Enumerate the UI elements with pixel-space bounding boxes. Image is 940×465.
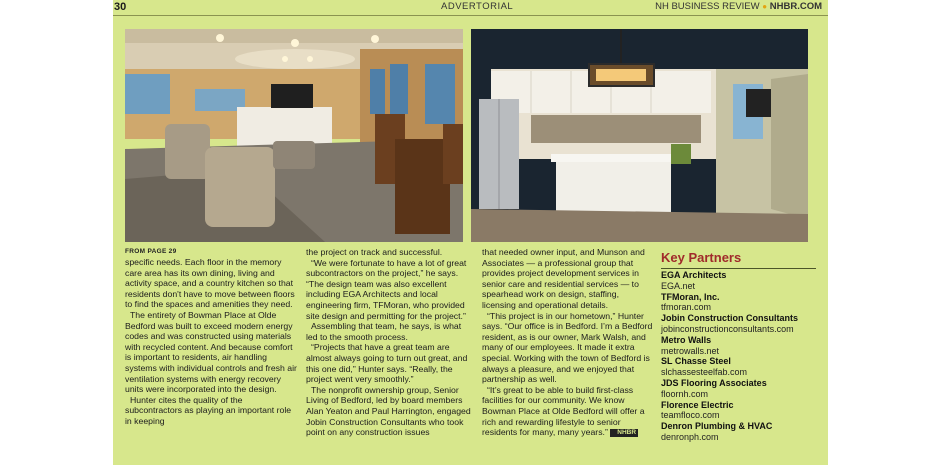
article-column-3 — [482, 247, 654, 438]
section-label: ADVERTORIAL — [441, 1, 514, 12]
page-number: 30 — [114, 1, 127, 13]
lounge-photo-illustration — [125, 29, 463, 242]
article-column-2 — [306, 247, 475, 438]
paragraph: The entirety of Bowman Place at Olde Bedford was built to exceed modern energy codes and was constructed using materials with recycled content. And because comfort is important to residents, air handling systems with individual controls and fresh air ventilation systems with energy recovery units were incorporated into the design. — [125, 309, 297, 395]
partner-name: TFMoran, Inc. — [661, 291, 720, 302]
partner-url[interactable]: jobinconstructionconsultants.com — [661, 323, 794, 334]
partner-url[interactable]: metrowalls.net — [661, 345, 720, 356]
key-partners-rule — [661, 268, 816, 269]
key-partners-title: Key Partners — [661, 250, 742, 265]
paragraph-text: “It’s great to be able to build first-class facilities for our community. We know Bowman Place at Olde Bedford will offer a rich and rewarding lifestyle to senior residents for many, many years.” — [482, 384, 645, 438]
paragraph: “Projects that have a great team are almost always going to turn out great, and this one did,” Hunter says. “Really, the project went very smoothly.” — [306, 342, 468, 385]
nhbr-end-logo: NHBR — [610, 429, 638, 437]
partner-url[interactable]: EGA.net — [661, 280, 696, 291]
lounge-photo — [125, 29, 463, 242]
paragraph: The nonprofit ownership group, Senior Living of Bedford, led by board members Alan Yeaton and Paul Harrington, engaged Jobin Construction Consultants who took point on any construction issues — [306, 384, 471, 438]
publication-site: NHBR.COM — [769, 1, 822, 12]
paragraph: Assembling that team, he says, is what led to the smooth process. — [306, 321, 462, 342]
paragraph: “We were fortunate to have a lot of great subcontractors on the project,” he says. “The design team was also excellent including EGA Architects and local engineering firm, TFMoran, who provided site design and permitting for the project.” — [306, 257, 467, 321]
partner-url[interactable]: denronph.com — [661, 431, 719, 442]
kitchen-photo-illustration — [471, 29, 808, 242]
partner-url[interactable]: tfmoran.com — [661, 302, 712, 313]
paragraph — [482, 385, 654, 438]
kitchen-photo — [471, 29, 808, 242]
partner-name: JDS Flooring Associates — [661, 377, 767, 388]
paragraph: that needed owner input, and Munson and Associates — a professional group that provides project development services in senior care and residential services — to spearhead work on design, staffing, licensing and operational details. — [482, 247, 645, 310]
partner-name: Jobin Construction Consultants — [661, 313, 798, 324]
partner-name: EGA Architects — [661, 270, 727, 280]
partner-name: SL Chasse Steel — [661, 356, 731, 367]
publication-name: NH BUSINESS REVIEW — [655, 1, 760, 12]
paragraph: Hunter cites the quality of the subcontractors as playing an important role in keeping — [125, 394, 292, 426]
paragraph: the project on track and successful. — [306, 247, 443, 257]
key-partners-list — [661, 270, 821, 443]
paragraph: “This project is in our hometown,” Hunter says. “Our office is in Bedford. I’m a Bedford resident, as is our owner, Mark Walsh, and many of our employees. It made it extra special. Working with the town of Bedford is always a pleasure, and we enjoyed that partnership as well. — [482, 310, 653, 385]
paragraph: specific needs. Each floor in the memory care area has its own dining, living and activity space, and a country kitchen so that residents don't have to move between floors to find the spaces and amenities they need. — [125, 257, 295, 310]
partner-url[interactable]: teamfloco.com — [661, 410, 720, 421]
key-partners-box — [661, 250, 821, 443]
header-rule — [113, 15, 828, 16]
publication-line — [655, 0, 822, 14]
partner-url[interactable]: slchassesteelfab.com — [661, 367, 748, 378]
partner-name: Metro Walls — [661, 334, 712, 345]
partner-name: Denron Plumbing & HVAC — [661, 421, 773, 432]
bullet-dot-icon: ● — [762, 2, 768, 11]
article-column-1 — [125, 247, 300, 427]
partner-name: Florence Electric — [661, 399, 734, 410]
continuation-label: FROM PAGE 29 — [125, 248, 177, 255]
partner-url[interactable]: floornh.com — [661, 388, 709, 399]
